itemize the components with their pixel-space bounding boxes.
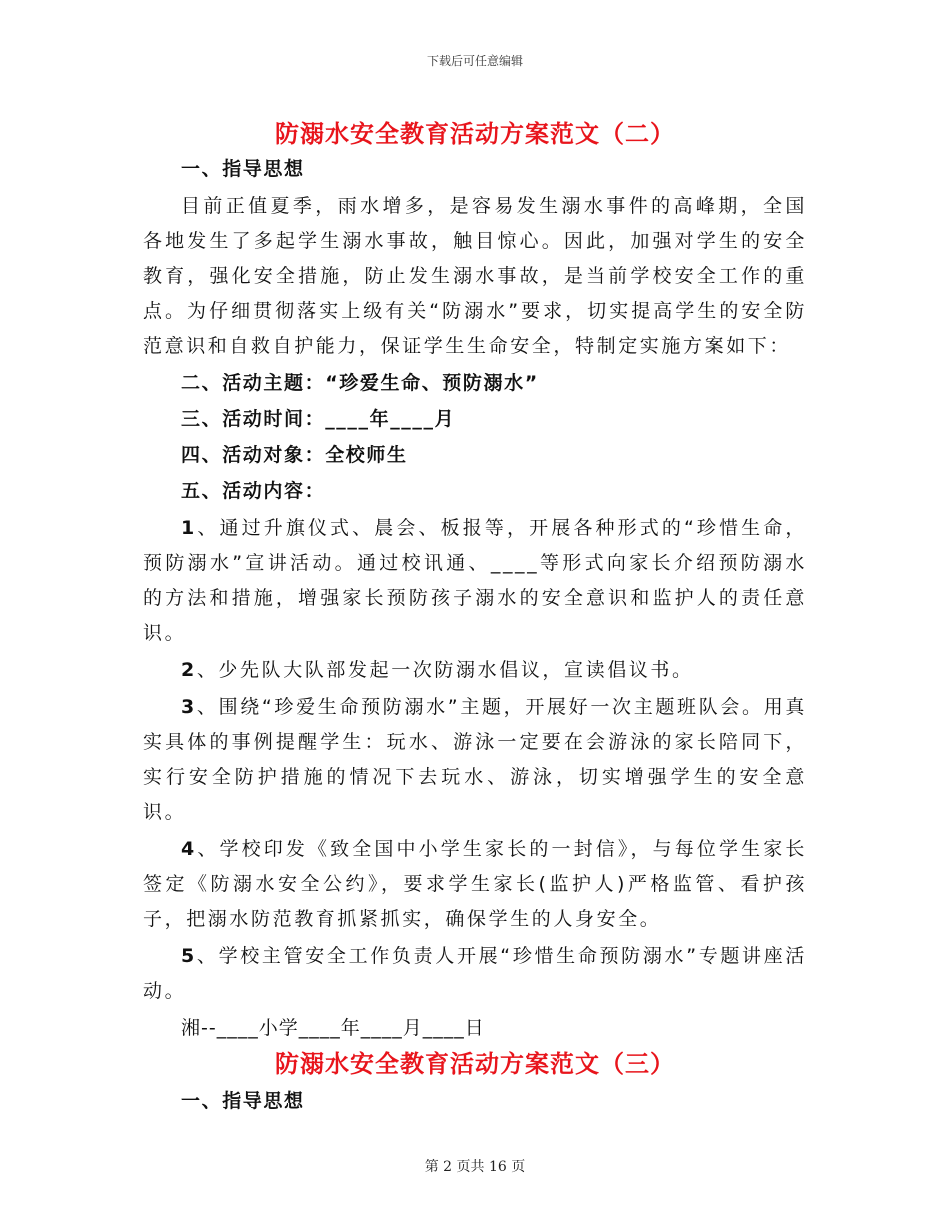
section-heading-1: 一、指导思想 bbox=[181, 158, 305, 180]
item-number: 3 bbox=[181, 696, 197, 718]
content-item-5 bbox=[143, 939, 807, 1009]
item-number: 1 bbox=[181, 517, 197, 539]
doc-body-3 bbox=[143, 1084, 807, 1119]
content-item-1 bbox=[143, 511, 807, 651]
section-heading-4: 四、活动对象：全校师生 bbox=[181, 444, 408, 466]
item-number: 5 bbox=[181, 945, 197, 967]
item-text: 、学校印发《致全国中小学生家长的一封信》，与每位学生家长签定《防溺水安全公约》，要求学生家长(监护人)严格监管、看护孩子，把溺水防范教育抓紧抓实，确保学生的人身安全。 bbox=[143, 838, 807, 930]
content-item-3 bbox=[143, 690, 807, 830]
doc-title-2: 防溺水安全教育活动方案范文（二） bbox=[275, 120, 675, 148]
section-heading-1-part-3: 一、指导思想 bbox=[181, 1090, 305, 1112]
item-text: 、学校主管安全工作负责人开展“珍惜生命预防溺水”专题讲座活动。 bbox=[143, 945, 807, 1002]
section-1-paragraph: 目前正值夏季，雨水增多，是容易发生溺水事件的高峰期，全国各地发生了多起学生溺水事故，触目惊心。因此，加强对学生的安全教育，强化安全措施，防止发生溺水事故，是当前学校安全工作的重点。为仔细贯彻落实上级有关“防溺水”要求，切实提高学生的安全防范意识和自救自护能力，保证学生生命安全，特制定实施方案如下： bbox=[143, 195, 807, 357]
content-item-4 bbox=[143, 832, 807, 937]
section-heading-5: 五、活动内容： bbox=[181, 480, 326, 502]
page-header-note: 下载后可任意编辑 bbox=[426, 54, 523, 68]
section-heading-3: 三、活动时间：____年____月 bbox=[181, 408, 456, 430]
item-text: 、少先队大队部发起一次防溺水倡议，宣读倡议书。 bbox=[196, 659, 694, 681]
item-number: 2 bbox=[181, 659, 197, 681]
item-text: 、围绕“珍爱生命预防溺水”主题，开展好一次主题班队会。用真实具体的事例提醒学生：玩水、游泳一定要在会游泳的家长陪同下，实行安全防护措施的情况下去玩水、游泳，切实增强学生的安全意识。 bbox=[143, 696, 807, 823]
page-number-footer: 第 2 页共 16 页 bbox=[424, 1159, 526, 1175]
doc-title-3: 防溺水安全教育活动方案范文（三） bbox=[275, 1050, 675, 1078]
signoff-line: 湘--____小学____年____月____日 bbox=[181, 1017, 485, 1039]
item-text: 、通过升旗仪式、晨会、板报等，开展各种形式的“珍惜生命，预防溺水”宣讲活动。通过校讯通、____等形式向家长介绍预防溺水的方法和措施，增强家长预防孩子溺水的安全意识和监护人的责任意识。 bbox=[143, 517, 807, 644]
content-item-2 bbox=[143, 653, 807, 688]
item-number: 4 bbox=[181, 838, 197, 860]
section-heading-2: 二、活动主题：“珍爱生命、预防溺水” bbox=[181, 372, 539, 394]
doc-body bbox=[143, 152, 807, 1046]
